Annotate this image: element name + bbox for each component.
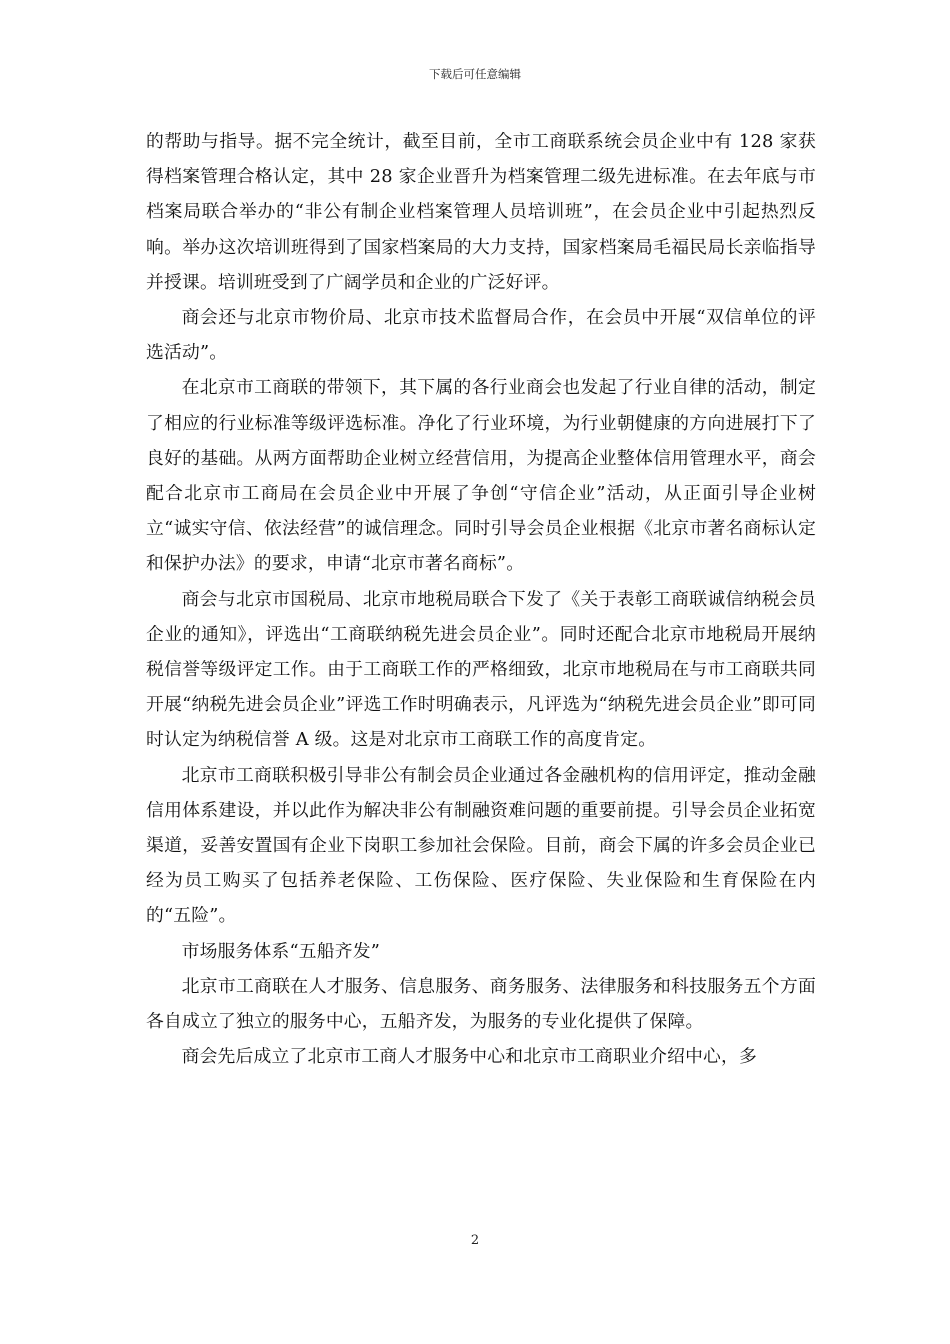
page-header: 下载后可任意编辑: [429, 67, 521, 81]
paragraph-7: 商会先后成立了北京市工商人才服务中心和北京市工商职业介绍中心，多: [181, 1046, 757, 1068]
paragraph-2: 商会还与北京市物价局、北京市技术监督局合作，在会员中开展“双信单位的评选活动”。: [146, 307, 816, 364]
document-body: [146, 124, 816, 1074]
paragraph-5: 北京市工商联积极引导非公有制会员企业通过各金融机构的信用评定，推动金融信用体系建设，并以此作为解决非公有制融资难问题的重要前提。引导会员企业拓宽渠道，妥善安置国有企业下岗职工参加社会保险。目前，商会下属的许多会员企业已经为员工购买了包括养老保险、工伤保险、医疗保险、失业保险和生育保险在内的“五险”。: [146, 764, 816, 927]
paragraph-3: 在北京市工商联的带领下，其下属的各行业商会也发起了行业自律的活动，制定了相应的行业标准等级评选标准。净化了行业环境，为行业朝健康的方向进展打下了良好的基础。从两方面帮助企业树立经营信用，为提高企业整体信用管理水平，商会配合北京市工商局在会员企业中开展了争创“守信企业”活动，从正面引导企业树立“诚实守信、依法经营”的诚信理念。同时引导会员企业根据《北京市著名商标认定和保护办法》的要求，申请“北京市著名商标”。: [146, 377, 816, 575]
page-number: 2: [470, 1233, 480, 1248]
paragraph-6: 北京市工商联在人才服务、信息服务、商务服务、法律服务和科技服务五个方面各自成立了独立的服务中心，五船齐发，为服务的专业化提供了保障。: [146, 975, 816, 1033]
paragraph-1: 的帮助与指导。据不完全统计，截至目前，全市工商联系统会员企业中有 128 家获得档案管理合格认定，其中 28 家企业晋升为档案管理二级先进标准。在去年底与市档案局联合举办的“非公有制企业档案管理人员培训班”，在会员企业中引起热烈反响。举办这次培训班得到了国家档案局的大力支持，国家档案局毛福民局长亲临指导并授课。培训班受到了广阔学员和企业的广泛好评。: [146, 131, 816, 293]
section-heading: 市场服务体系“五船齐发”: [181, 940, 380, 962]
paragraph-4: 商会与北京市国税局、北京市地税局联合下发了《关于表彰工商联诚信纳税会员企业的通知》，评选出“工商联纳税先进会员企业”。同时还配合北京市地税局开展纳税信誉等级评定工作。由于工商联工作的严格细致，北京市地税局在与市工商联共同开展“纳税先进会员企业”评选工作时明确表示，凡评选为“纳税先进会员企业”即可同时认定为纳税信誉 A 级。这是对北京市工商联工作的高度肯定。: [146, 588, 816, 751]
